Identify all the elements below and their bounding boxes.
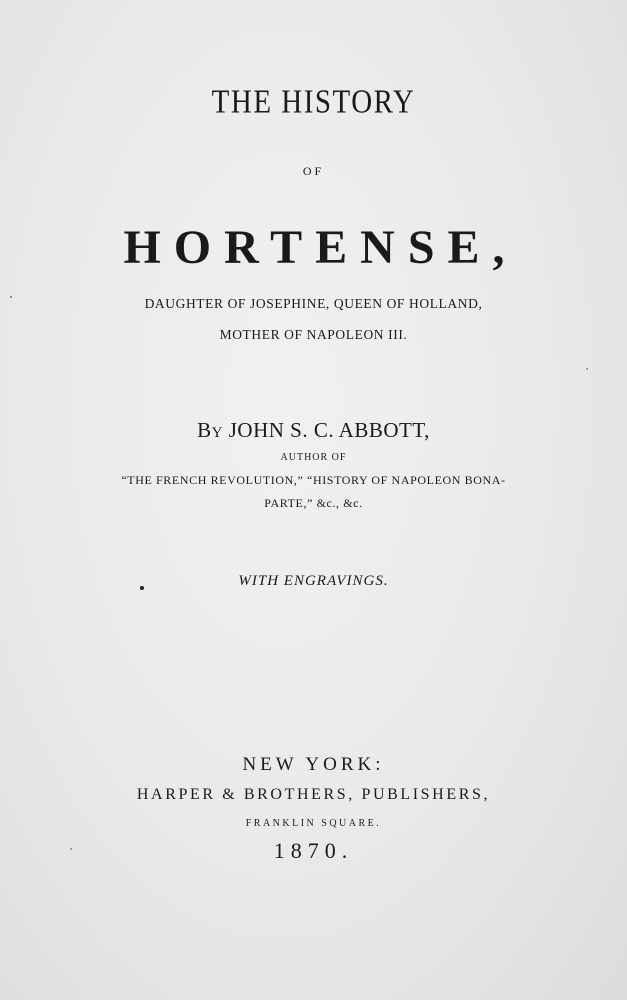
- ink-speck: [70, 848, 72, 850]
- title-line: THE HISTORY: [211, 83, 416, 121]
- subtitle-line-1: DAUGHTER OF JOSEPHINE, QUEEN OF HOLLAND,: [144, 296, 483, 311]
- byline: [0, 418, 627, 443]
- author-of-label: AUTHOR OF: [280, 452, 347, 463]
- author-name: JOHN S. C. ABBOTT,: [228, 418, 430, 442]
- imprint-year: 1870.: [273, 838, 354, 863]
- ink-speck: [586, 368, 588, 370]
- imprint-address: FRANKLIN SQUARE.: [245, 818, 382, 829]
- imprint-publisher: HARPER & BROTHERS, PUBLISHERS,: [136, 786, 491, 803]
- byline-by-rest: Y: [211, 425, 223, 441]
- engravings-note: WITH ENGRAVINGS.: [238, 573, 389, 589]
- subtitle-line-2: MOTHER OF NAPOLEON III.: [219, 327, 408, 342]
- works-line-1: “THE FRENCH REVOLUTION,” “HISTORY OF NAPOLEON BONA-: [121, 473, 506, 487]
- ink-speck: [140, 586, 144, 590]
- of-line: OF: [302, 164, 325, 178]
- works-line-2: PARTE,” &c., &c.: [264, 496, 363, 510]
- ink-speck: [10, 296, 12, 298]
- book-title-name: HORTENSE,: [123, 221, 518, 274]
- imprint-city: NEW YORK:: [242, 754, 385, 775]
- byline-by-first: B: [197, 418, 212, 442]
